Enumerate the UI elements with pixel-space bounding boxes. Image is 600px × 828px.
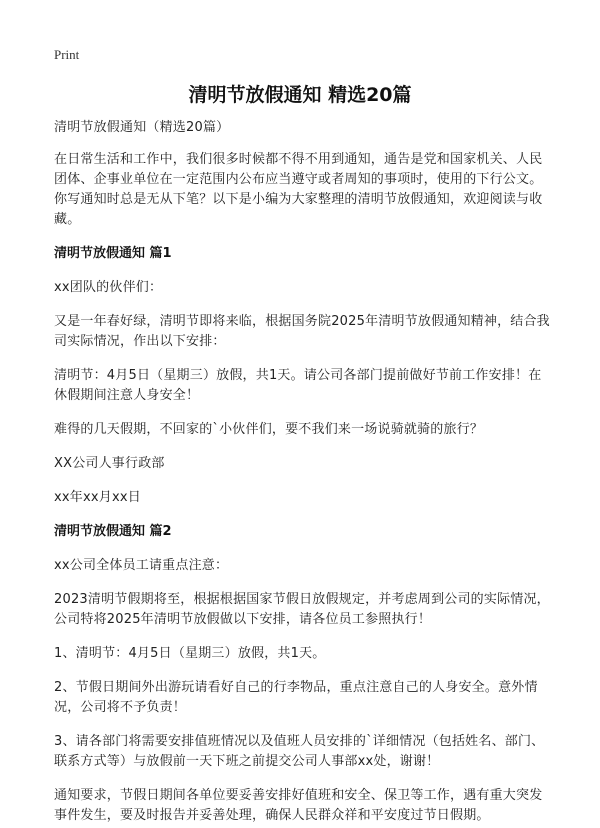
section2-item-3: 3、请各部门将需要安排值班情况以及值班人员安排的`详细情况（包括姓名、部门、联系方式等）与放假前一天下班之前提交公司人事部xx处，谢谢！ [54,734,545,769]
section2-paragraph-1: 2023清明节假期将至，根据根据国家节假日放假规定，并考虑周到公司的实际情况，公司特将2025年清明节放假做以下安排，请各位员工参照执行！ [54,592,550,627]
section-heading-1: 清明节放假通知 篇1 [54,246,172,261]
section1-paragraph-3: 难得的几天假期，不回家的`小伙伴们，要不我们来一场说骑就骑的旅行？ [54,422,484,437]
document-body [54,118,554,826]
section2-item-1: 1、清明节：4月5日（星期三）放假，共1天。 [54,646,326,661]
section1-paragraph-2: 清明节：4月5日（星期三）放假，共1天。请公司各部门提前做好节前工作安排！在休假期间注意人身安全！ [54,368,542,403]
section1-date: xx年xx月xx日 [54,490,141,505]
section1-greeting: xx团队的伙伴们： [54,280,163,295]
intro-paragraph: 在日常生活和工作中，我们很多时候都不得不用到通知，通告是党和国家机关、人民团体、企事业单位在一定范围内公布应当遵守或者周知的事项时，使用的下行公文。你写通知时总是无从下笔？以下是小编为大家整理的清明节放假通知，欢迎阅读与收藏。 [54,152,543,227]
section2-paragraph-2: 通知要求，节假日期间各单位要妥善安排好值班和安全、保卫等工作，遇有重大突发事件发生，要及时报告并妥善处理，确保人民群众祥和平安度过节日假期。 [54,788,543,823]
section1-paragraph-1: 又是一年春好绿，清明节即将来临，根据国务院2025年清明节放假通知精神，结合我司实际情况，作出以下安排： [54,314,550,349]
page-title: 清明节放假通知 精选20篇 [188,84,412,106]
section2-item-2: 2、节假日期间外出游玩请看好自己的行李物品，重点注意自己的人身安全。意外情况，公司将不予负责！ [54,680,538,715]
section1-signature: XX公司人事行政部 [54,456,165,471]
doc-subtitle: 清明节放假通知（精选20篇） [54,120,230,135]
print-link[interactable]: Print [54,47,80,62]
section-heading-2: 清明节放假通知 篇2 [54,524,172,539]
section2-greeting: xx公司全体员工请重点注意： [54,558,229,573]
